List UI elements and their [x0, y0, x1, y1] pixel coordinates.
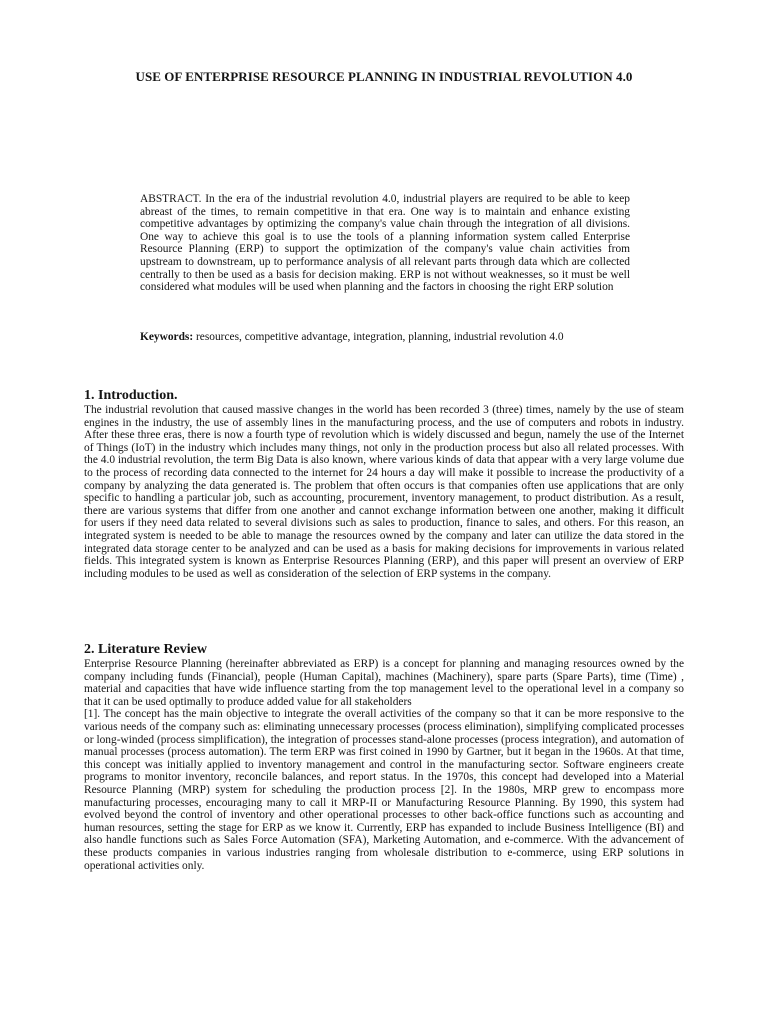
literature-review-body — [84, 658, 684, 872]
keywords-line — [140, 331, 640, 344]
keywords-text: resources, competitive advantage, integration, planning, industrial revolution 4.0 — [193, 331, 564, 343]
keywords-label: Keywords: — [140, 331, 194, 343]
abstract-paragraph: ABSTRACT. In the era of the industrial revolution 4.0, industrial players are required to be able to keep abreast of the times, to remain competitive in that era. One way is to maintain and enhance existing competitive advantages by optimizing the company's value chain through the integration of all divisions. One way to achieve this goal is to use the tools of a planning information system called Enterprise Resource Planning (ERP) to support the optimization of the company's value chain activities from upstream to downstream, up to performance analysis of all relevant parts through data which are collected centrally to then be used as a basis for decision making. ERP is not without weaknesses, so it must be well considered what modules will be used when planning and the factors in choosing the right ERP solution — [140, 193, 630, 294]
literature-review-paragraph-1: Enterprise Resource Planning (hereinafter abbreviated as ERP) is a concept for planning and managing resources owned by the company including funds (Financial), people (Human Capital), machines (Machinery), spare parts (Spare Parts), time (Time) , material and capacities that have wide influence starting from the top management level to the operational level in a company so that it can be used optimally to produce added value for all stakeholders — [84, 658, 684, 708]
paper-title: USE OF ENTERPRISE RESOURCE PLANNING IN INDUSTRIAL REVOLUTION 4.0 — [135, 69, 633, 84]
section-heading-literature-review: 2. Literature Review — [84, 642, 207, 657]
section-heading-introduction: 1. Introduction. — [84, 388, 178, 403]
literature-review-paragraph-2: [1]. The concept has the main objective to integrate the overall activities of the company so that it can be more responsive to the various needs of the company such as: eliminating unnecessary processes (process elimination), simplifying complicated processes or long-winded (process simplification), the integration of processes stand-alone processes (process integration), and automation of manual processes (process automation). The term ERP was first coined in 1990 by Gartner, but it began in the 1960s. At that time, this concept was initially applied to inventory management and control in the manufacturing sector. Software engineers create programs to monitor inventory, reconcile balances, and report status. In the 1970s, this concept had developed into a Material Resource Planning (MRP) system for scheduling the production process [2]. In the 1980s, MRP grew to encompass more manufacturing processes, encouraging many to call it MRP-II or Manufacturing Resource Planning. By 1990, this system had evolved beyond the control of inventory and other operational processes to other back-office functions such as accounting and human resources, setting the stage for ERP as we know it. Currently, ERP has expanded to include Business Intelligence (BI) and also handle functions such as Sales Force Automation (SFA), Marketing Automation, and e-commerce. With the advancement of these products companies in various industries ranging from wholesale distribution to e-commerce, using ERP solutions in operational activities only. — [84, 708, 684, 872]
introduction-paragraph: The industrial revolution that caused massive changes in the world has been recorded 3 (three) times, namely by the use of steam engines in the industry, the use of assembly lines in the manufacturing process, and the use of computers and robots in industry. After these three eras, there is now a fourth type of revolution which is widely discussed and begun, namely the use of the Internet of Things (IoT) in the industry which includes many things, not only in the production process but also all related processes. With the 4.0 industrial revolution, the term Big Data is also known, where various kinds of data that appear with a very large volume due to the process of recording data connected to the internet for 24 hours a day will make it possible to increase the productivity of a company by analyzing the data generated is. The problem that often occurs is that companies often use applications that are only specific to handling a particular job, such as accounting, procurement, inventory management, to product distribution. As a result, there are various systems that differ from one another and cannot exchange information between one another, making it difficult for users if they need data related to several divisions such as sales to production, finance to sales, and others. For this reason, an integrated system is needed to be able to manage the resources owned by the company and later can utilize the data stored in the integrated data storage center to be analyzed and can be used as a basis for making decisions for improvements in various related fields. This integrated system is known as Enterprise Resources Planning (ERP), and this paper will present an overview of ERP including modules to be used as well as consideration of the selection of ERP systems in the company. — [84, 404, 684, 580]
